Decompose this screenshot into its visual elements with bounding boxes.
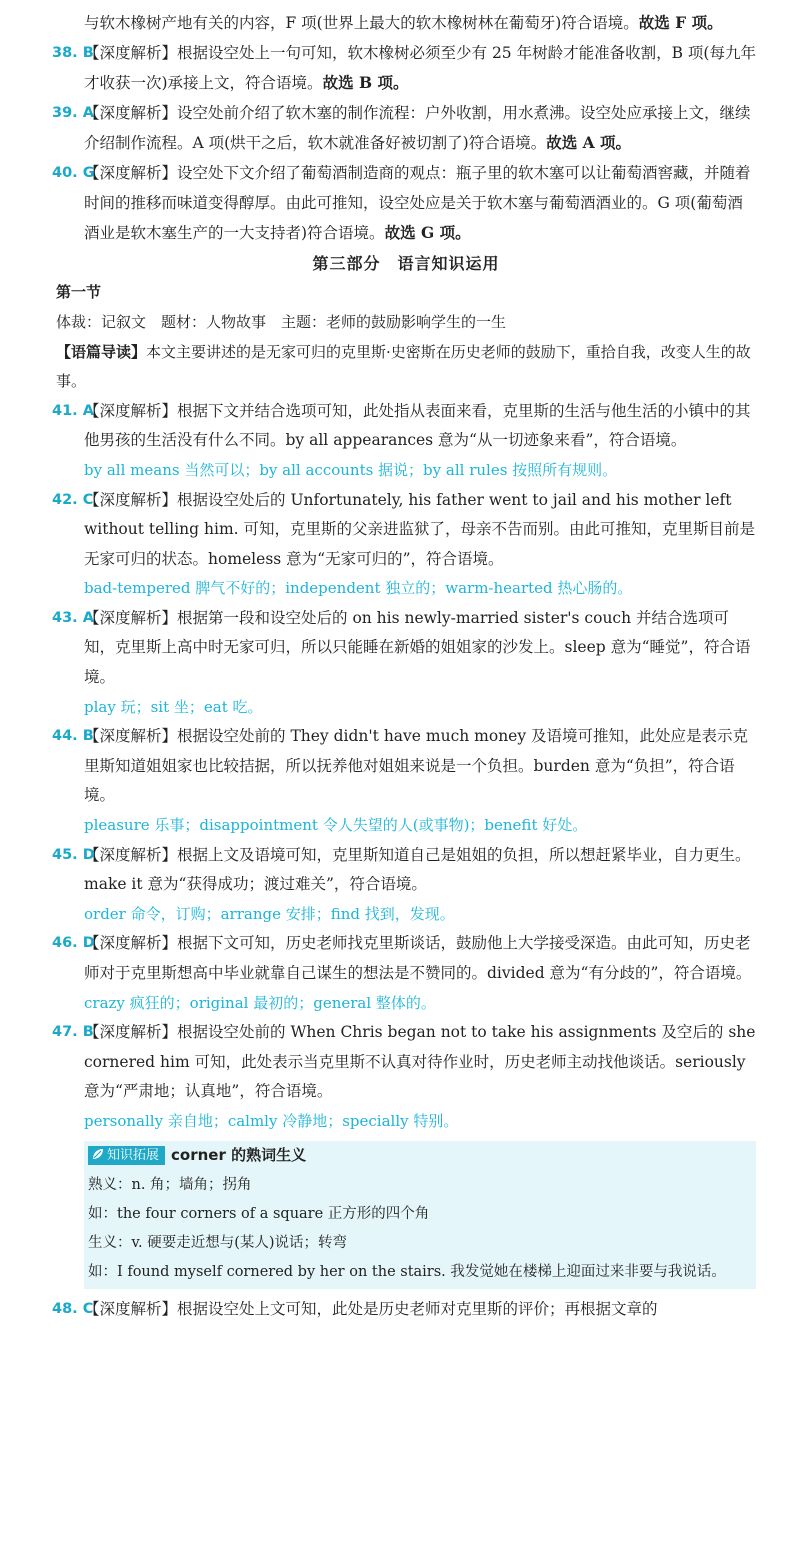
knowledge-title: corner 的熟词生义 [171, 1145, 307, 1164]
answer-item-39 [52, 99, 756, 159]
item-tag: 【深度解析】 [84, 845, 178, 864]
item-tag: 【深度解析】 [84, 43, 178, 62]
item-text: 根据下文并结合选项可知，此处指从表面来看，克里斯的生活与他生活的小镇中的其他男孩的生活没有什么不同。by all appearances 意为“从一切迹象来看”，符合语境。 [84, 401, 751, 450]
item-number: 41. A [52, 402, 94, 419]
item-body [84, 1018, 756, 1107]
item-tag: 【深度解析】 [84, 401, 178, 420]
distractor-notes: bad-tempered 脾气不好的；independent 独立的；warm-hearted 热心肠的。 [84, 579, 633, 598]
knowledge-line: 熟义：n. 角；墙角；拐角 [88, 1176, 252, 1193]
continuation-answer: 故选 F 项。 [638, 13, 723, 32]
knowledge-line: 如：I found myself cornered by her on the stairs. 我发觉她在楼梯上迎面过来非要与我说话。 [88, 1263, 726, 1280]
item-body [84, 722, 756, 811]
item-number: 42. C [52, 491, 94, 508]
item-text: 设空处前介绍了软木塞的制作流程：户外收割，用水煮沸。设空处应承接上文，继续介绍制作流程。A 项(烘干之后，软木就准备好被切割了)符合语境。 [84, 103, 751, 153]
item-body [84, 1295, 756, 1325]
knowledge-line: 生义：v. 硬要走近想与(某人)说话；转弯 [88, 1234, 348, 1251]
answer-item-46 [52, 929, 756, 988]
distractor-notes: pleasure 乐事；disappointment 令人失望的人(或事物)；benefit 好处。 [84, 816, 588, 835]
item-text: 根据设空处后的 Unfortunately, his father went to jail and his mother left without telling him. 可知，克里斯的父亲进监狱了，母亲不告而别。由此可推知，克里斯目前是无家可归的状态。homeless 意为“无家可归的”，符合语境。 [84, 490, 756, 568]
knowledge-line: 如：the four corners of a square 正方形的四个角 [88, 1205, 430, 1222]
item-number: 47. B [52, 1024, 94, 1041]
item-tag: 【深度解析】 [84, 163, 178, 182]
item-body [84, 604, 756, 693]
item-tag: 【深度解析】 [84, 490, 178, 509]
item-body [84, 486, 756, 575]
continuation-paragraph [56, 8, 756, 39]
item-number: 48. C [52, 1300, 94, 1317]
item-body [84, 99, 756, 159]
item-number: 43. A [52, 609, 94, 626]
item-text: 根据设空处前的 They didn't have much money 及语境可推知，此处应是表示克里斯知道姐姐家也比较拮据，所以抚养他对姐姐来说是一个负担。burden 意为“负担”，符合语境。 [84, 727, 749, 805]
answer-item-40 [52, 159, 756, 249]
genre-tagline: 体裁：记叙文 题材：人物故事 主题：老师的鼓励影响学生的一生 [56, 312, 507, 331]
item-text: 根据下文可知，历史老师找克里斯谈话，鼓励他上大学接受深造。由此可知，历史老师对于克里斯想高中毕业就靠自己谋生的想法是不赞同的。divided 意为“有分歧的”，符合语境。 [84, 934, 752, 982]
item-text: 根据上文及语境可知，克里斯知道自己是姐姐的负担，所以想赶紧毕业，自力更生。make it 意为“获得成功；渡过难关”，符合语境。 [84, 845, 751, 894]
distractor-notes: personally 亲自地；calmly 冷静地；specially 特别。 [84, 1111, 459, 1130]
item-body [84, 159, 756, 249]
item-text: 根据设空处上一句可知，软木橡树必须至少有 25 年树龄才能准备收割，B 项(每九年才收获一次)承接上文，符合语境。 [84, 43, 756, 93]
continuation-text: 与软木橡树产地有关的内容，F 项(世界上最大的软木橡树林在葡萄牙)符合语境。 [84, 14, 639, 32]
leaf-icon [92, 1148, 104, 1160]
item-number: 40. G [52, 164, 95, 181]
item-text: 设空处下文介绍了葡萄酒制造商的观点：瓶子里的软木塞可以让葡萄酒窖藏，并随着时间的推移而味道变得醇厚。由此可推知，设空处应是关于软木塞与葡萄酒酒业的。G 项(葡萄酒酒业是软木塞生产的一大支持者)符合语境。 [84, 163, 751, 243]
item-number: 39. A [52, 104, 94, 121]
answer-item-45 [52, 841, 756, 900]
item-tag: 【深度解析】 [84, 1023, 178, 1042]
item-tag: 【深度解析】 [84, 934, 178, 953]
distractor-notes: order 命令，订购；arrange 安排；find 找到，发现。 [84, 904, 455, 923]
item-number: 46. D [52, 935, 95, 952]
item-body [84, 39, 756, 99]
item-tag: 【深度解析】 [84, 1299, 178, 1318]
answer-item-42 [52, 486, 756, 575]
item-number: 45. D [52, 846, 95, 863]
item-tag: 【深度解析】 [84, 103, 178, 122]
subsection-title: 第一节 [56, 283, 102, 302]
knowledge-header [88, 1141, 748, 1171]
item-answer: 故选 B 项。 [322, 73, 409, 93]
item-text: 根据设空处上文可知，此处是历史老师对克里斯的评价；再根据文章的 [177, 1299, 658, 1318]
item-text: 根据第一段和设空处后的 on his newly-married sister's couch 并结合选项可知，克里斯上高中时无家可归，所以只能睡在新婚的姐姐家的沙发上。sleep 意为“睡觉”，符合语境。 [84, 608, 751, 687]
guide-tag: 【语篇导读】 [56, 342, 147, 361]
distractor-notes: crazy 疯狂的；original 最初的；general 整体的。 [84, 993, 436, 1012]
answer-item-48 [52, 1295, 756, 1325]
item-body [84, 397, 756, 456]
item-number: 44. B [52, 728, 94, 745]
answer-item-41 [52, 397, 756, 456]
answer-item-38 [52, 39, 756, 99]
item-tag: 【深度解析】 [84, 608, 178, 627]
item-body [84, 929, 756, 988]
answer-item-47 [52, 1018, 756, 1107]
item-text: 根据设空处前的 When Chris began not to take his assignments 及空后的 she cornered him 可知，此处表示当克里斯不认真对待作业时，历史老师主动找他谈话。seriously 意为“严肃地；认真地”，符合语境。 [84, 1023, 756, 1101]
guide-text: 本文主要讲述的是无家可归的克里斯·史密斯在历史老师的鼓励下，重拾自我，改变人生的故事。 [56, 342, 751, 391]
knowledge-badge [88, 1146, 165, 1165]
distractor-notes: by all means 当然可以；by all accounts 据说；by all rules 按照所有规则。 [84, 460, 618, 479]
item-number: 38. B [52, 44, 94, 61]
answer-item-43 [52, 604, 756, 693]
knowledge-box [84, 1141, 756, 1289]
item-answer: 故选 A 项。 [546, 133, 632, 153]
item-tag: 【深度解析】 [84, 727, 178, 746]
section-title: 第三部分 语言知识运用 [312, 253, 500, 273]
answer-item-44 [52, 722, 756, 811]
passage-guide [56, 338, 756, 397]
knowledge-badge-text: 知识拓展 [107, 1147, 160, 1163]
item-answer: 故选 G 项。 [384, 223, 471, 243]
distractor-notes: play 玩；sit 坐；eat 吃。 [84, 697, 263, 716]
item-body [84, 841, 756, 900]
